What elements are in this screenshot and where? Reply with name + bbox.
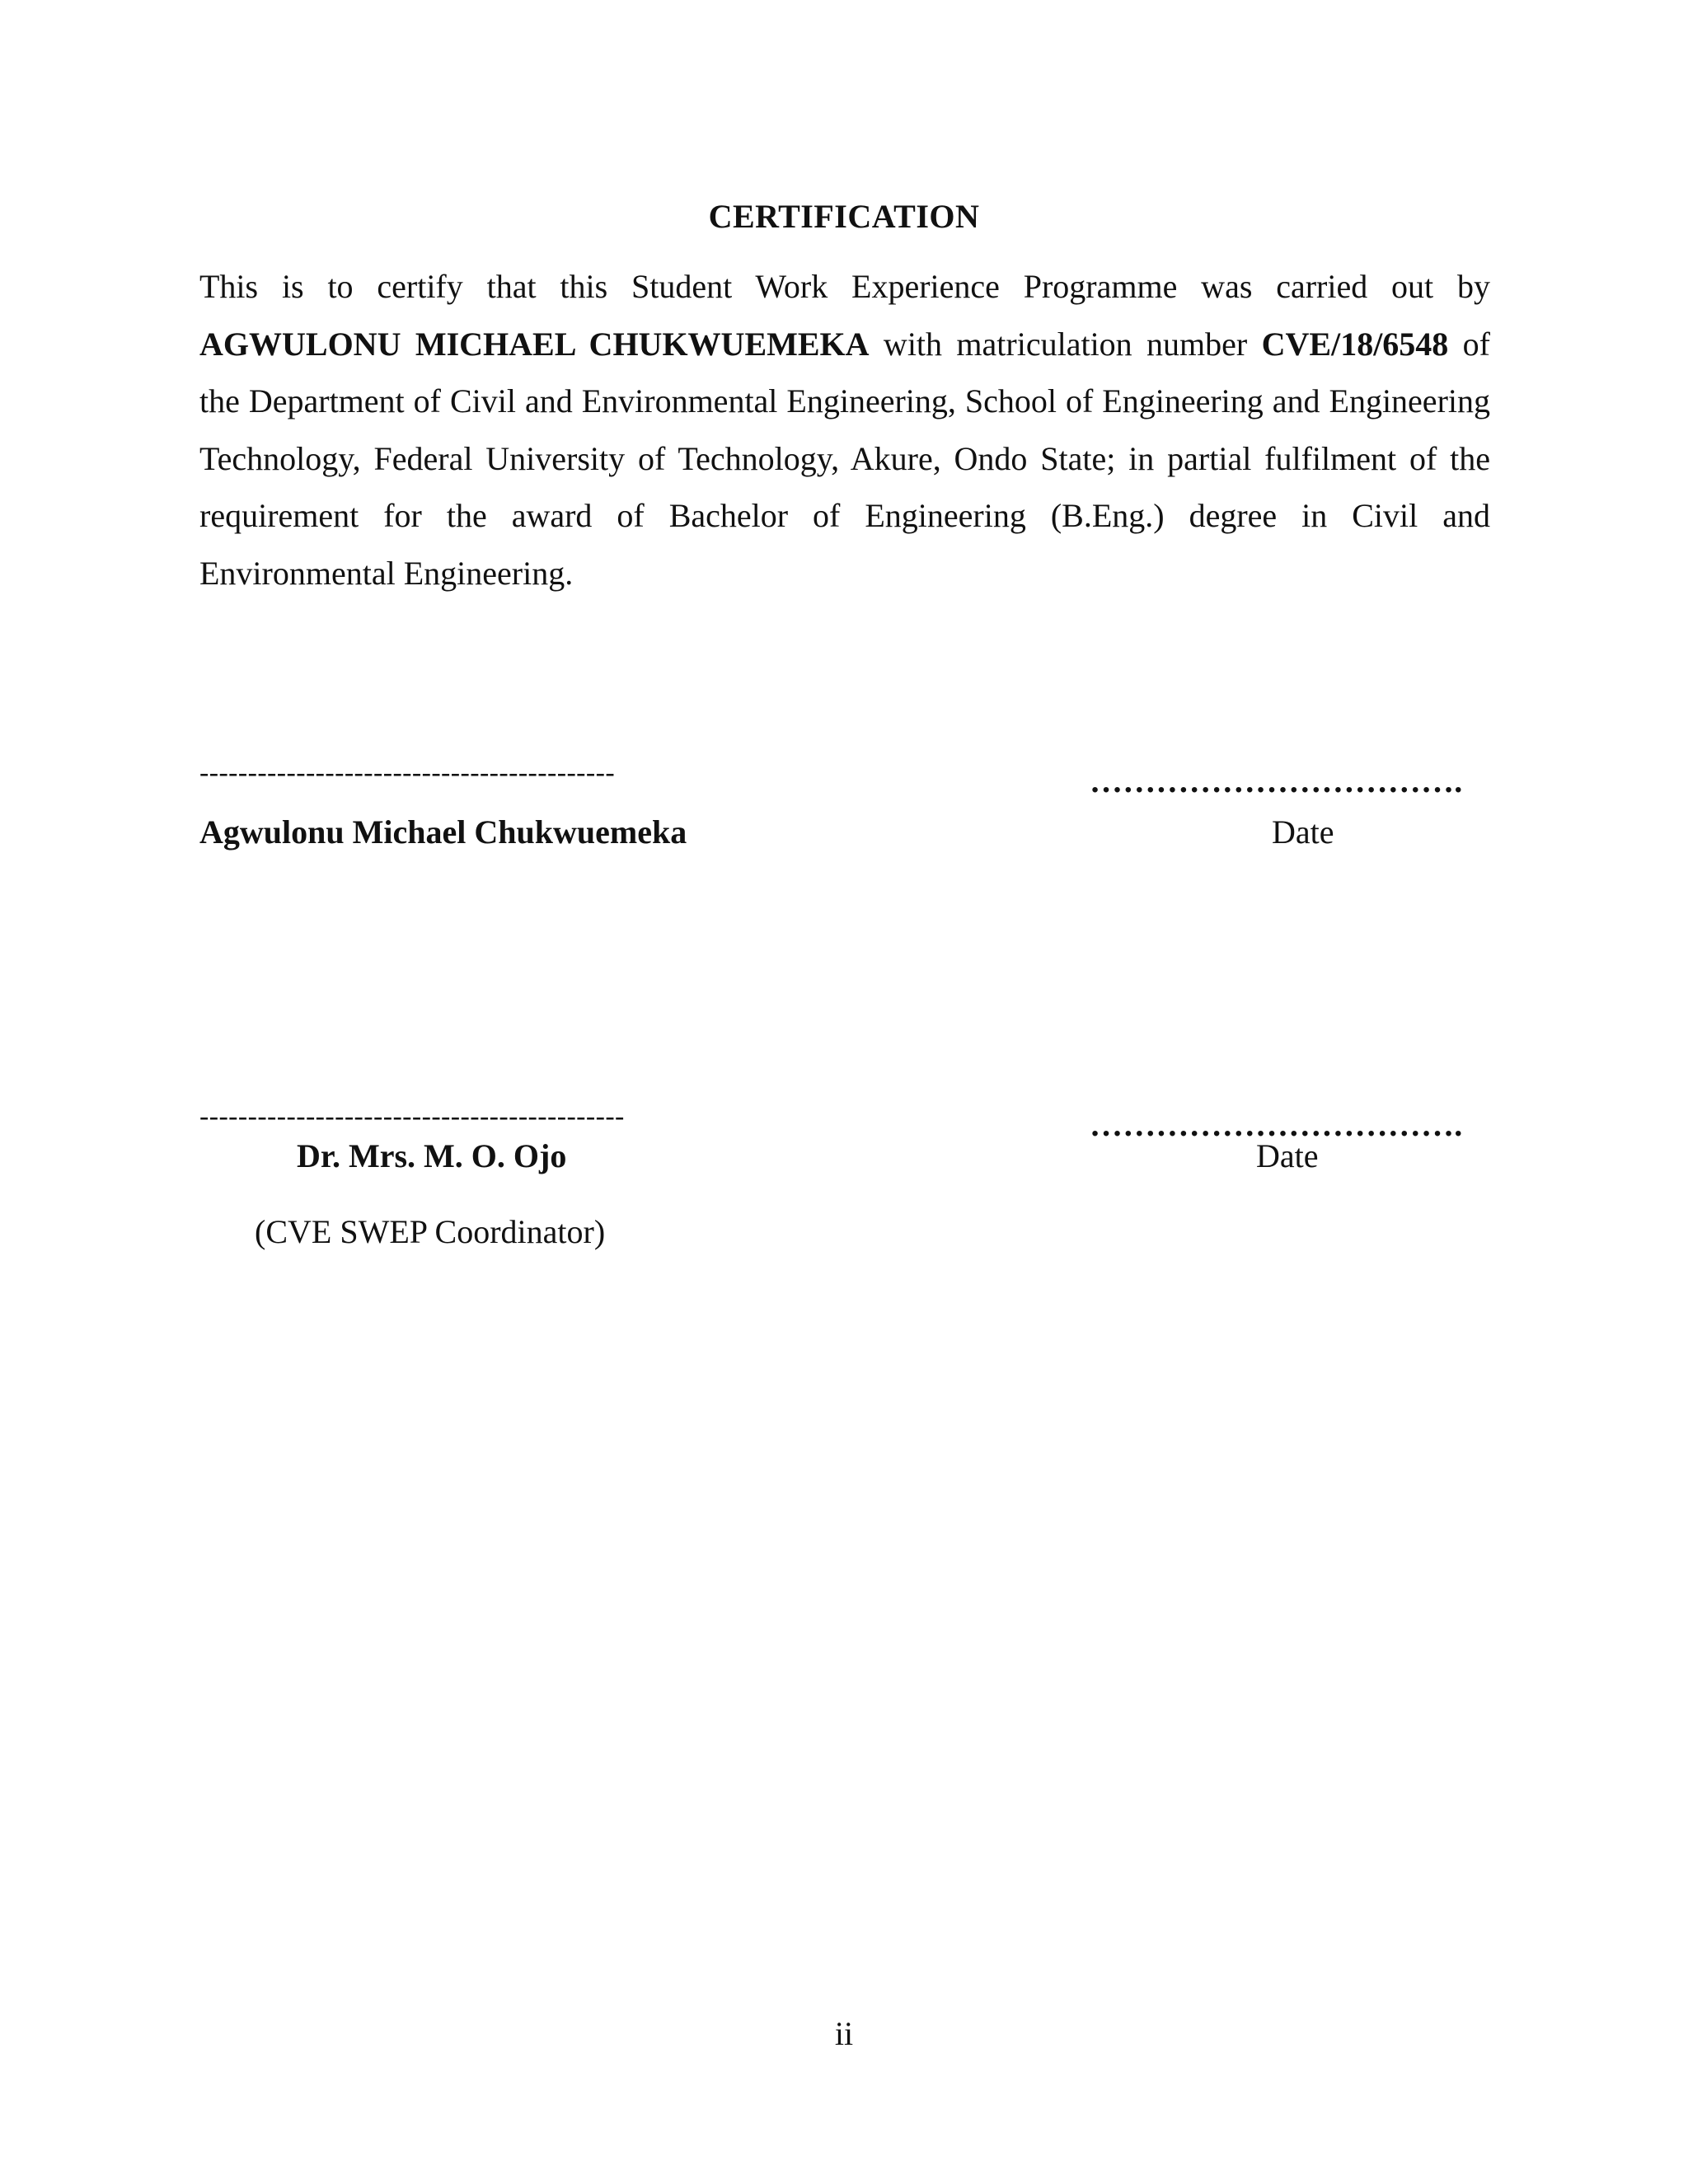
coordinator-date-label: Date [1256,1137,1319,1174]
page-number: ii [834,2015,854,2052]
student-name: Agwulonu Michael Chukwuemeka [199,813,687,851]
paragraph-text-3: of the Department of Civil and Environmental Engineering, School of Engineering and Engineering Technology, Federal University of Technology, Akure, Ondo State; in partial fulfilment of the requirement for the award of Bachelor of Engineering (B.Eng.) degree in Civil and Environmental Engineering. [199,325,1491,592]
student-signature-line: ------------------------------------------- [199,757,616,788]
matric-number: CVE/18/6548 [1261,325,1449,363]
student-name-caps: AGWULONU MICHAEL CHUKWUEMEKA [199,325,870,363]
certification-paragraph [199,258,1490,602]
student-date-line: ……………………………. [1090,762,1463,799]
coordinator-signature-line: -------------------------------------------- [199,1101,625,1132]
paragraph-text-2: with matriculation number [869,325,1262,363]
coordinator-role: (CVE SWEP Coordinator) [255,1213,606,1250]
coordinator-date-line: ……………………………. [1090,1106,1463,1143]
coordinator-name: Dr. Mrs. M. O. Ojo [297,1137,567,1174]
page-title: CERTIFICATION [708,198,980,235]
paragraph-text-1: This is to certify that this Student Work Experience Programme was carried out by [199,268,1490,305]
student-date-label: Date [1272,813,1334,851]
